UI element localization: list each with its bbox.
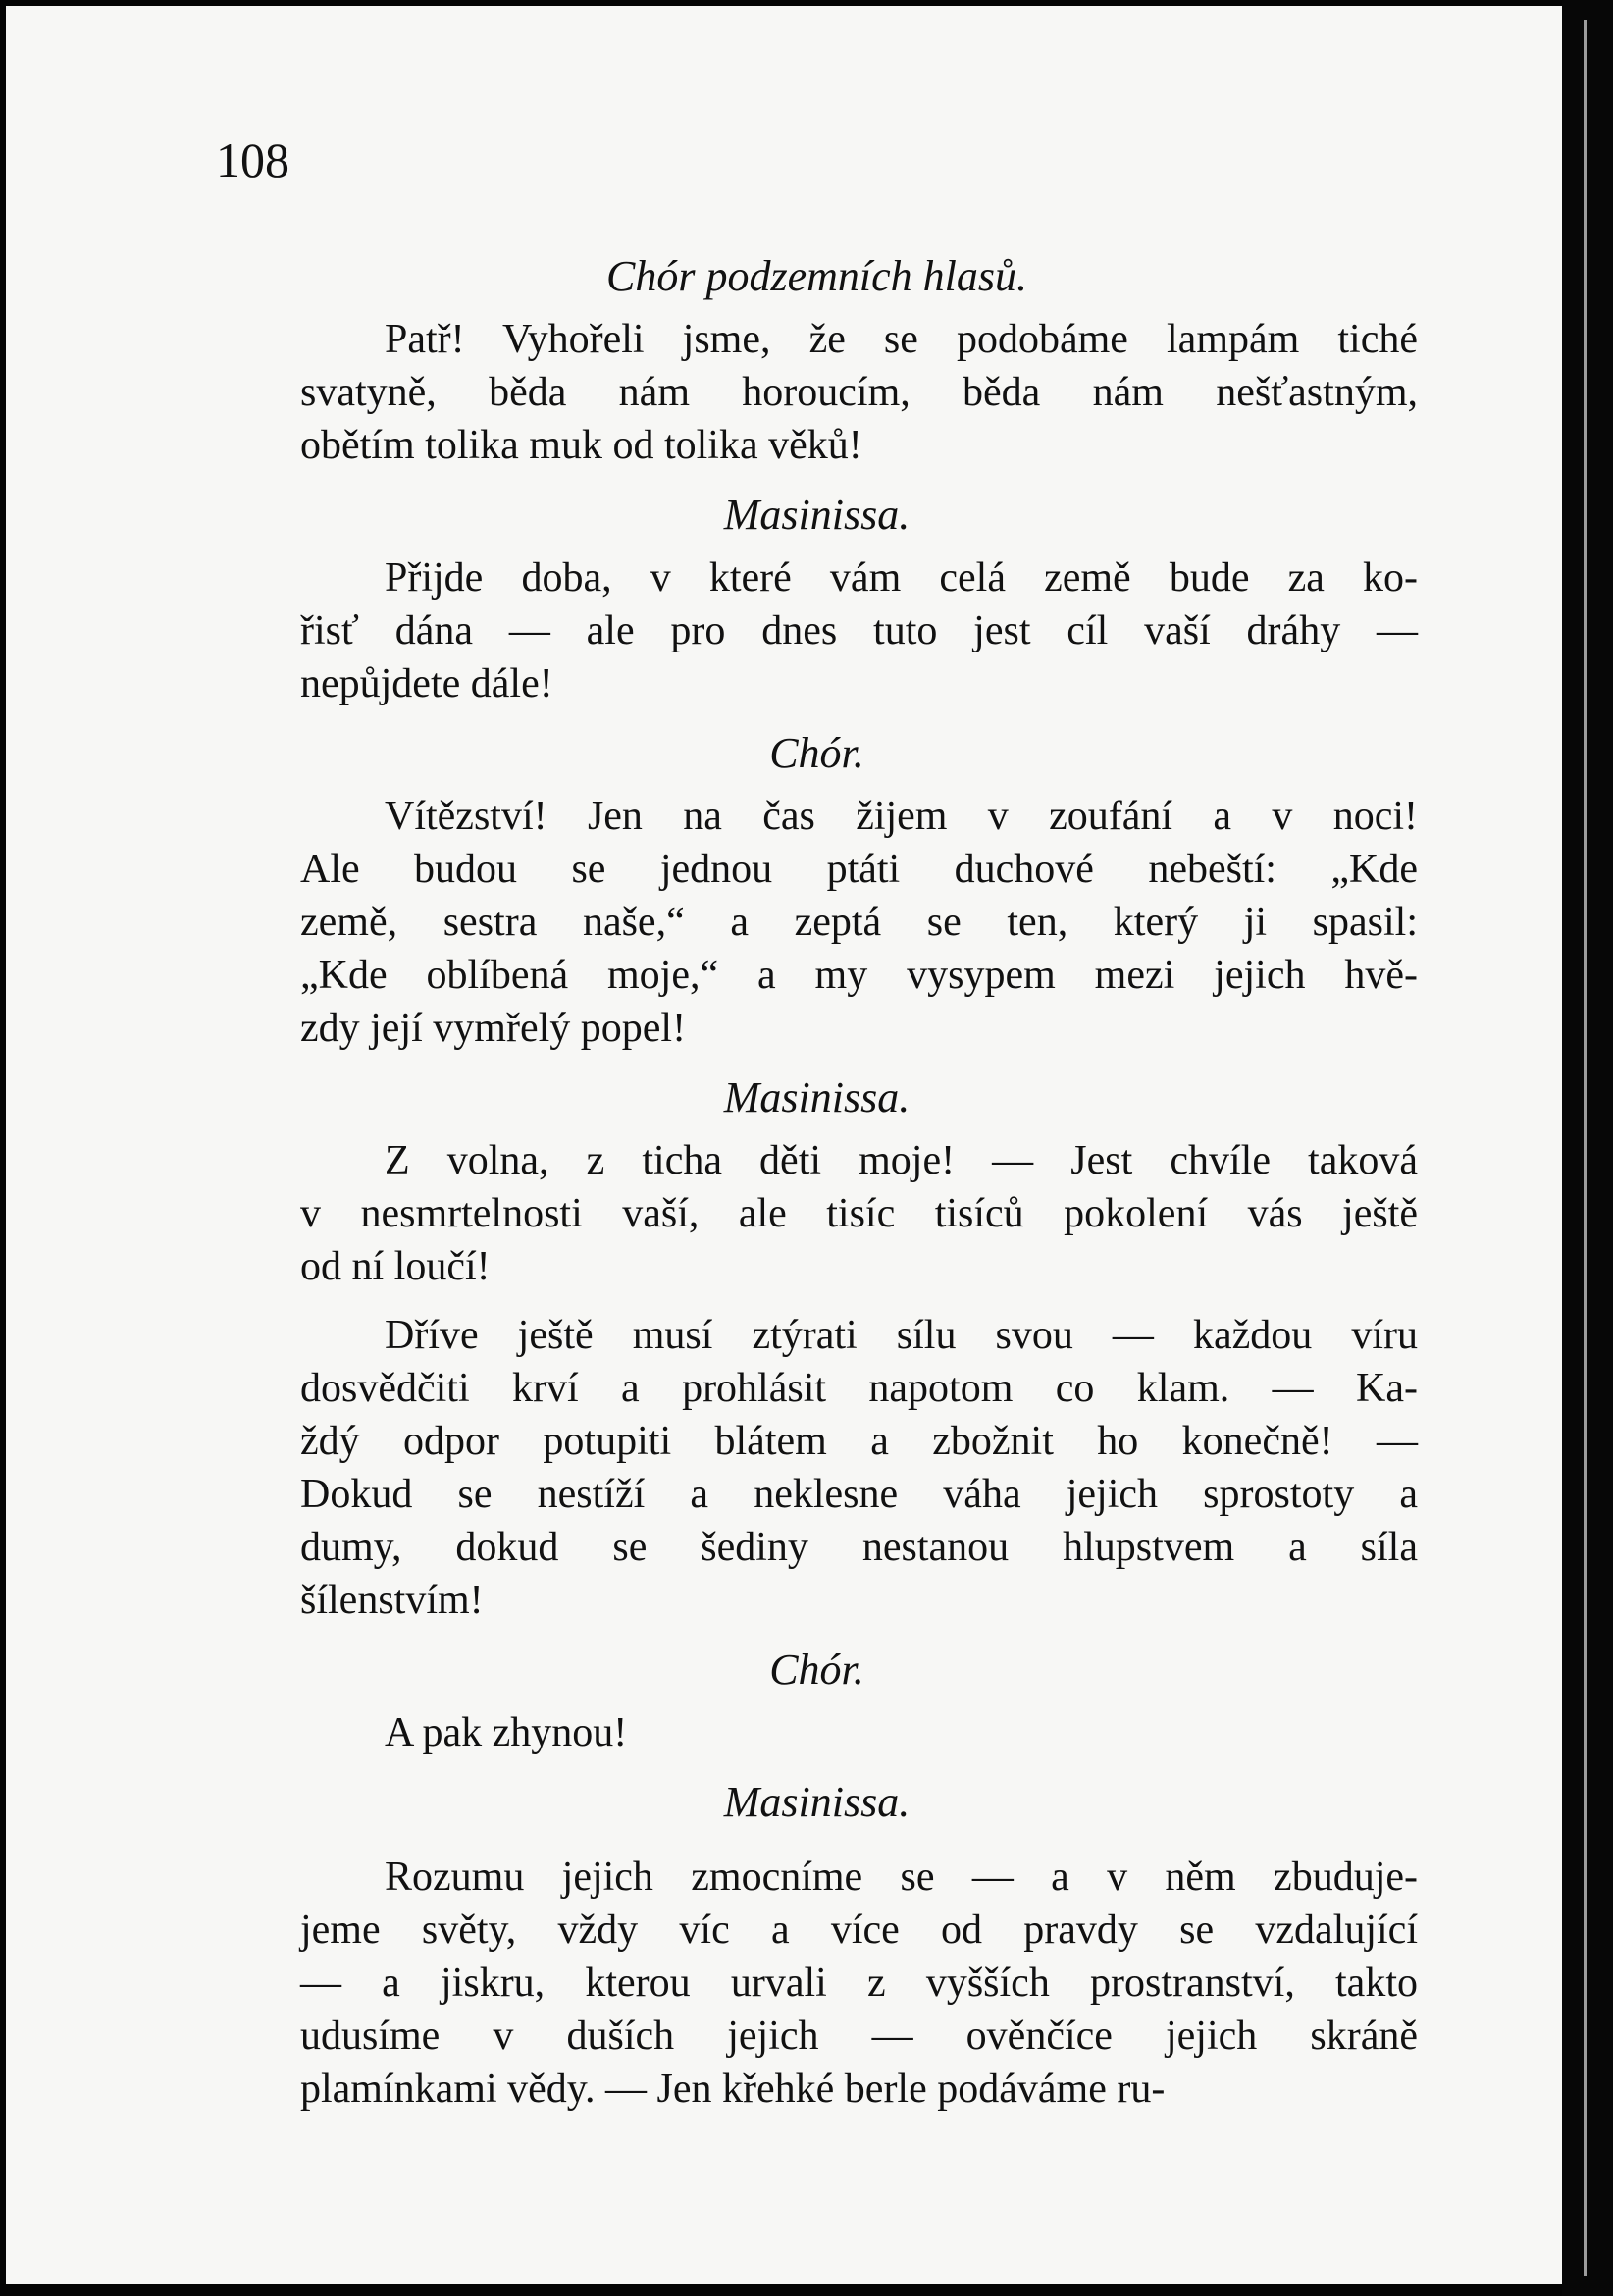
text-line: země, sestra naše,“ a zeptá se ten, který ji spasil:: [300, 900, 1418, 945]
text-line: ždý odpor potupiti blátem a zbožnit ho konečně! —: [300, 1419, 1418, 1464]
text-line: dumy, dokud se šediny nestanou hlupstvem a síla: [300, 1525, 1418, 1570]
speaker-heading: Masinissa.: [723, 491, 911, 539]
text-line: Dříve ještě musí ztýrati sílu svou — každou víru: [385, 1313, 1418, 1358]
paragraph: [216, 1706, 1418, 1759]
text-line: Rozumu jejich zmocníme se — a v něm zbuduje-: [385, 1854, 1418, 1900]
text-line: nepůjdete dále!: [300, 661, 553, 706]
paragraph: [216, 313, 1418, 472]
text-line: Z volna, z ticha děti moje! — Jest chvíle taková: [385, 1138, 1418, 1183]
text-line: řisť dána — ale pro dnes tuto jest cíl vaší dráhy —: [300, 608, 1418, 653]
text-line: Ale budou se jednou ptáti duchové nebeští: „Kde: [300, 847, 1418, 892]
text-block: [216, 6, 1418, 2115]
text-line: od ní loučí!: [300, 1244, 491, 1289]
text-line: Přijde doba, v které vám celá země bude za ko-: [385, 555, 1418, 600]
text-line: svatyně, běda nám horoucím, běda nám nešťastným,: [300, 370, 1418, 415]
page-number: 108: [216, 132, 289, 187]
speaker-heading: Chór.: [769, 729, 864, 777]
text-line: udusíme v duších jejich — ověnčíce jejich skráně: [300, 2013, 1418, 2059]
text-line: dosvědčiti krví a prohlásit napotom co klam. — Ka-: [300, 1366, 1418, 1411]
paragraph: [216, 790, 1418, 1055]
text-line: Dokud se nestíží a neklesne váha jejich sprostoty a: [300, 1472, 1418, 1517]
text-line: šílenstvím!: [300, 1578, 484, 1623]
speaker-heading: Masinissa.: [723, 1073, 911, 1122]
text-line: obětím tolika muk od tolika věků!: [300, 423, 862, 468]
text-line: — a jiskru, kterou urvali z vyšších prostranství, takto: [300, 1960, 1418, 2006]
scan-right-edge: [1562, 0, 1613, 2296]
scan-edge-line: [1584, 20, 1587, 2276]
speaker-heading: Chór.: [769, 1645, 864, 1694]
text-line: zdy její vymřelý popel!: [300, 1006, 687, 1051]
text-line: plamínkami vědy. — Jen křehké berle podáváme ru-: [300, 2066, 1166, 2112]
text-line: Patř! Vyhořeli jsme, že se podobáme lampám tiché: [385, 317, 1418, 362]
paragraph: [216, 1851, 1418, 2115]
paragraph: [216, 551, 1418, 710]
top-spacer: [216, 6, 1418, 249]
paragraph: [216, 1134, 1418, 1293]
text-line: jeme světy, vždy víc a více od pravdy se vzdalující: [300, 1907, 1418, 1953]
paragraph: [216, 1309, 1418, 1627]
speaker-heading: Masinissa.: [723, 1778, 911, 1826]
text-line: v nesmrtelnosti vaší, ale tisíc tisíců pokolení vás ještě: [300, 1191, 1418, 1236]
text-line: „Kde oblíbená moje,“ a my vysypem mezi jejich hvě-: [300, 953, 1418, 998]
text-line: A pak zhynou!: [385, 1710, 628, 1755]
book-page: [6, 6, 1562, 2284]
text-line: Vítězství! Jen na čas žijem v zoufání a v noci!: [385, 794, 1418, 839]
speaker-heading: Chór podzemních hlasů.: [606, 252, 1027, 300]
